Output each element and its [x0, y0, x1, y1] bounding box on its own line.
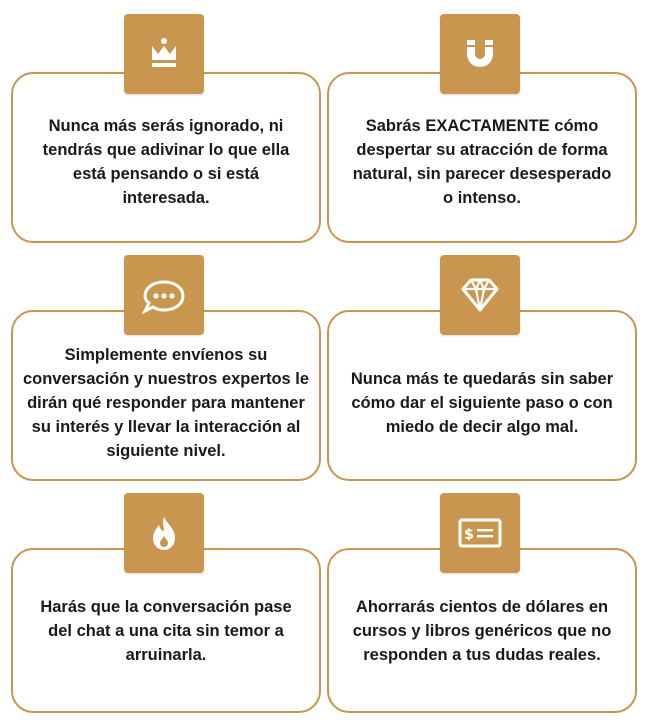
benefit-card-3	[11, 310, 321, 481]
benefit-text-1: Nunca más serás ignorado, ni tendrás que adivinar lo que ella está pensando o si está interesada.	[42, 116, 290, 207]
benefit-text-4: Nunca más te quedarás sin saber cómo dar el siguiente paso o con miedo de decir algo mal.	[350, 369, 614, 436]
benefit-text-6: Ahorrarás cientos de dólares en cursos y libros genéricos que no responden a tus dudas reales.	[352, 597, 612, 664]
benefit-card-4	[327, 310, 637, 481]
money-bill-icon	[440, 493, 520, 573]
diamond-icon	[440, 255, 520, 335]
benefit-text-5: Harás que la conversación pase del chat a una cita sin temor a arruinarla.	[40, 597, 292, 664]
chat-bubble-icon	[124, 255, 204, 335]
magnet-icon	[440, 14, 520, 94]
benefit-text-3: Simplemente envíenos su conversación y nuestros expertos le dirán qué responder para mantener su interés y llevar la interacción al siguiente nivel.	[22, 345, 310, 460]
flame-icon	[124, 493, 204, 573]
benefit-card-2	[327, 72, 637, 243]
benefit-text-2: Sabrás EXACTAMENTE cómo despertar su atracción de forma natural, sin parecer desesperado o intenso.	[352, 116, 612, 207]
svg-text:$: $	[464, 527, 474, 543]
crown-icon	[124, 14, 204, 94]
benefit-card-1	[11, 72, 321, 243]
